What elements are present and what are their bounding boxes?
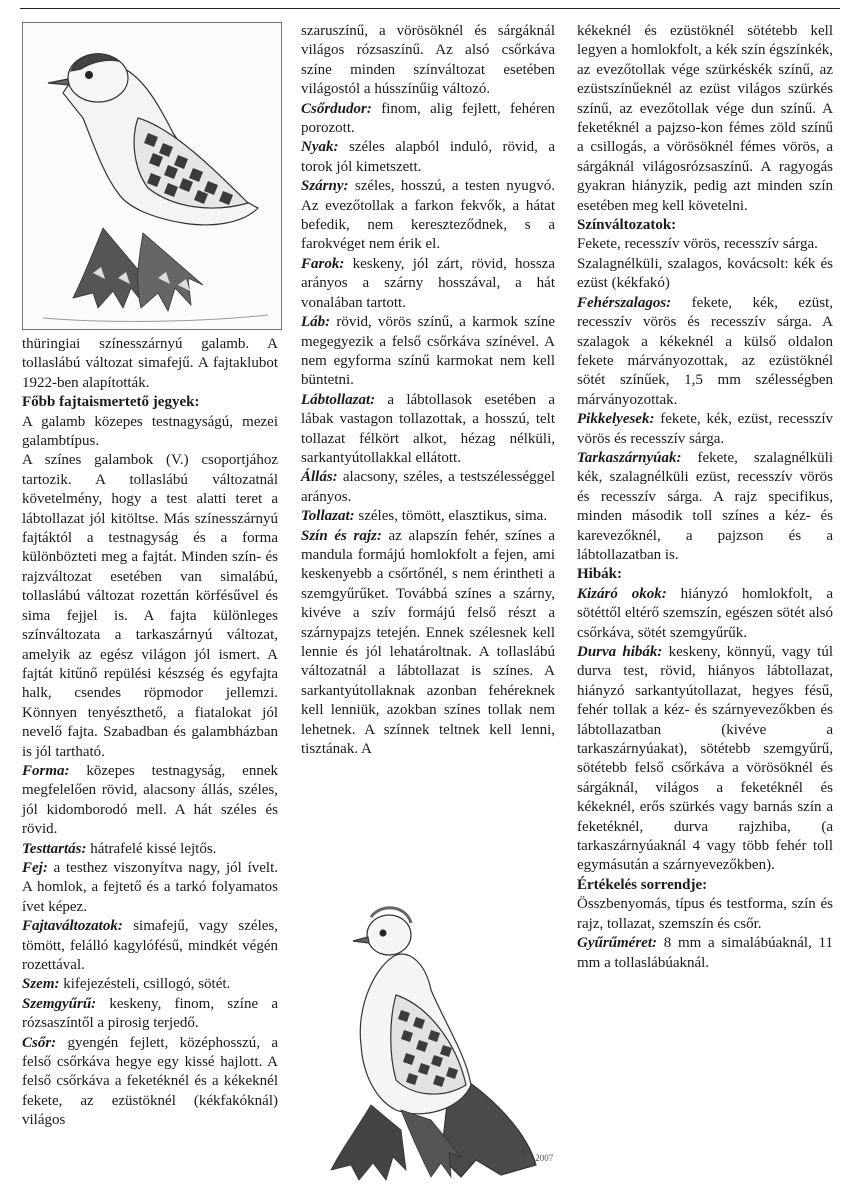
paragraph: A galamb közepes testnagyságú, mezei galambtípus. [22, 413, 278, 450]
section-heading-evaluation-order: Értékelés sorrendje: [577, 876, 708, 893]
paragraph: Összbenyomás, típus és testforma, szín és rajz, tollazat, szemszín és csőr. [577, 896, 833, 932]
trait-szemgyuru: Szemgyűrű: keskeny, finom, színe a rózsaszíntől a pirosig terjedő. [22, 995, 278, 1032]
fault-durva-hibak: Durva hibák: keskeny, könnyű, vagy túl durva test, rövid, hiányos lábtollazat, hiányzó sarkantyútollazat, hegyes fésű, fehér tollak a kéz- és szárnyevezőkben és lábtollazatban (kivéve a tarkaszárnyúakat), sötétebb szemgyűrű, sötétebb felső csőrkáva a vörösöknél és sárgáknál, világos a feketéknél és kékeknél, erős szürkés vagy barnás szín a feketéknél, durva rajzhiba, (a tarkaszárnyúaknál 4 vagy több fehér toll egymásután a szárnyevezőkben). [577, 644, 833, 874]
trait-forma: Forma: közepes testnagyság, ennek megfelelően rövid, alacsony állás, széles, jól kidomborodó mell. A hát széles és rövid. [22, 762, 278, 838]
trait-szin-es-rajz: Szín és rajz: az alapszín fehér, színes a mandula formájú homlokfolt a fejen, ami keskenyebb a csőrtőnél, s nem érintheti a szemgyűrűket. Továbbá színes a szárny, kivéve a szív formájú felső részt a szárnypajzs tetején. Ennek szélesnek kell lennie és jól lehatároltnak. A tollaslábú változatnál a lábtollazat is színes. A sarkantyútollaknak azonban fehéreknek kell lenniük, azokban színes tollak nem lehetnek. A színnek teltnek kell lenni, tisztának. A [301, 527, 555, 758]
section-heading-color-varieties: Színváltozatok: [577, 217, 677, 234]
artist-signature: J.B. 2007 [519, 1153, 554, 1163]
pigeon-illustration-crested [301, 895, 555, 1185]
trait-nyak: Nyak: széles alapból induló, rövid, a torok jól kimetszett. [301, 139, 555, 175]
paragraph: A színes galambok (V.) csoportjához tartozik. A tollaslábú változatnál követelmény, hogy a test alatti teret a lábtollazat jól kitöltse. Más színesszárnyú fajtáktól a testnagyság és a forma különbözteti meg a fajtát. Minden szín- és rajzváltozat esetében van simalábú, tollaslábú változat rozettán körfésűvel és sima fejjel is. A fajta különleges színváltozata a tarkaszárnyú változat, amelyik az egész világon jól ismert. A fajtát kitűnő repülési készség és egyfajta halk, csendes röpmodor jellemzi. Könnyen tenyészthető, a fiatalokat jól nevelő fajta. Szabadban és galambházban is jól tartható. [22, 452, 278, 760]
pigeon-illustration-feather-footed [22, 22, 282, 330]
trait-farok: Farok: keskeny, jól zárt, rövid, hossza arányos a szárny hosszával, a hát vonalában tartott. [301, 255, 555, 311]
text-column-2 [301, 22, 555, 759]
paragraph: kékeknél és ezüstöknél sötétebb kell legyen a homlokfolt, a kék szín égszínkék, az evezőtollak vége szürkéskék színű, az ezüstszínűeknél az ezüst világos szürkés színű, az evezőtollak vége dun színű. A feketéknél a pajzso-kon fémes zöld színű a csillogás, a vörösöknél fémes vörös, a sárgáknál világosrózsaszínű. A ragyogás gyakran hiányzik, pedig azt minden szín esetében meg kell követelni. [577, 23, 833, 214]
trait-allas: Állás: alacsony, széles, a testszélességgel arányos. [301, 469, 555, 505]
trait-testtartas: Testtartás: hátrafelé kissé lejtős. [22, 840, 217, 857]
section-heading-faults: Hibák: [577, 566, 623, 583]
variety-pikkelyesek: Pikkelyesek: fekete, kék, ezüst, recesszív vörös és recesszív sárga. [577, 411, 833, 447]
ring-size: Gyűrűméret: 8 mm a simalábúaknál, 11 mm a tollaslábúaknál. [577, 935, 833, 971]
top-rule [20, 8, 840, 9]
section-heading-main-traits: Főbb fajtaismertető jegyek: [22, 394, 200, 411]
trait-fej: Fej: a testhez viszonyítva nagy, jól ívelt. A homlok, a fejtető és a tarkó folyamatos ívet képez. [22, 859, 278, 915]
variety-feherszalagos: Fehérszalagos: fekete, kék, ezüst, recesszív vörös és recesszív sárga. A szalagok a kékeknél a külső oldalon fekete márványozottak, az ezüstöknél sötét színűek, 1,5 mm szélességben márványozottak. [577, 294, 833, 408]
trait-labtollazat: Lábtollazat: a lábtollasok esetében a lábak vastagon tollazottak, a hosszú, telt tollazat félkört alkot, hézag nélküli, sarkantyútollakkal ellátott. [301, 391, 555, 466]
paragraph: Fekete, recesszív vörös, recesszív sárga. [577, 236, 818, 253]
intro-paragraph: thüringiai színesszárnyú galamb. A tollaslábú változat simafejű. A fajtaklubot 1922-ben alapították. [22, 336, 278, 391]
trait-fajtavaltozatok: Fajtaváltozatok: simafejű, vagy széles, tömött, felálló kagylófésű, mindkét végén rozettával. [22, 918, 278, 973]
text-column-1 [22, 335, 278, 1131]
fault-kizaro-okok: Kizáró okok: hiányzó homlokfolt, a sötéttől eltérő szemszín, egészen sötét alsó csőrkáva, sötét szemgyűrűk. [577, 585, 834, 641]
trait-csor: Csőr: gyengén fejlett, középhosszú, a felső csőrkáva hegye egy kissé hajlott. A felső csőrkáva a feketéknél és a kékeknél fekete, az ezüstöknél (kékfakóknál) világos [22, 1034, 278, 1129]
trait-csordudor: Csőrdudor: finom, alig fejlett, fehéren porozott. [301, 100, 555, 137]
trait-tollazat: Tollazat: széles, tömött, elasztikus, sima. [301, 508, 548, 525]
trait-lab: Láb: rövid, vörös színű, a karmok színe megegyezik a felső csőrkáva színével. A nem egyforma színű karmokat nem kell büntetni. [301, 314, 555, 389]
paragraph: Szalagnélküli, szalagos, kovácsolt: kék és ezüst (kékfakó) [577, 255, 833, 292]
trait-szem: Szem: kifejezésteli, csillogó, sötét. [22, 976, 231, 993]
paragraph: szaruszínű, a vörösöknél és sárgáknál világos rózsaszínű. Az alsó csőrkáva színe minden színváltozat esetében világostól a hússzínűig változó. [301, 23, 555, 98]
trait-szarny: Szárny: széles, hosszú, a testen nyugvó. Az evezőtollak a farkon fekvők, a hátat befedik, nem kereszteződnek, s a farokvéget nem érik el. [301, 178, 555, 253]
variety-tarkaszarnyuak: Tarkaszárnyúak: fekete, szalagnélküli kék, szalagnélküli ezüst, recesszív vörös és recesszív sárga. A rajz specifikus, minden második toll színes a kéz- és karevezőknél, a pajzson és a lábtollazatban is. [577, 449, 833, 563]
text-column-3 [577, 22, 833, 973]
